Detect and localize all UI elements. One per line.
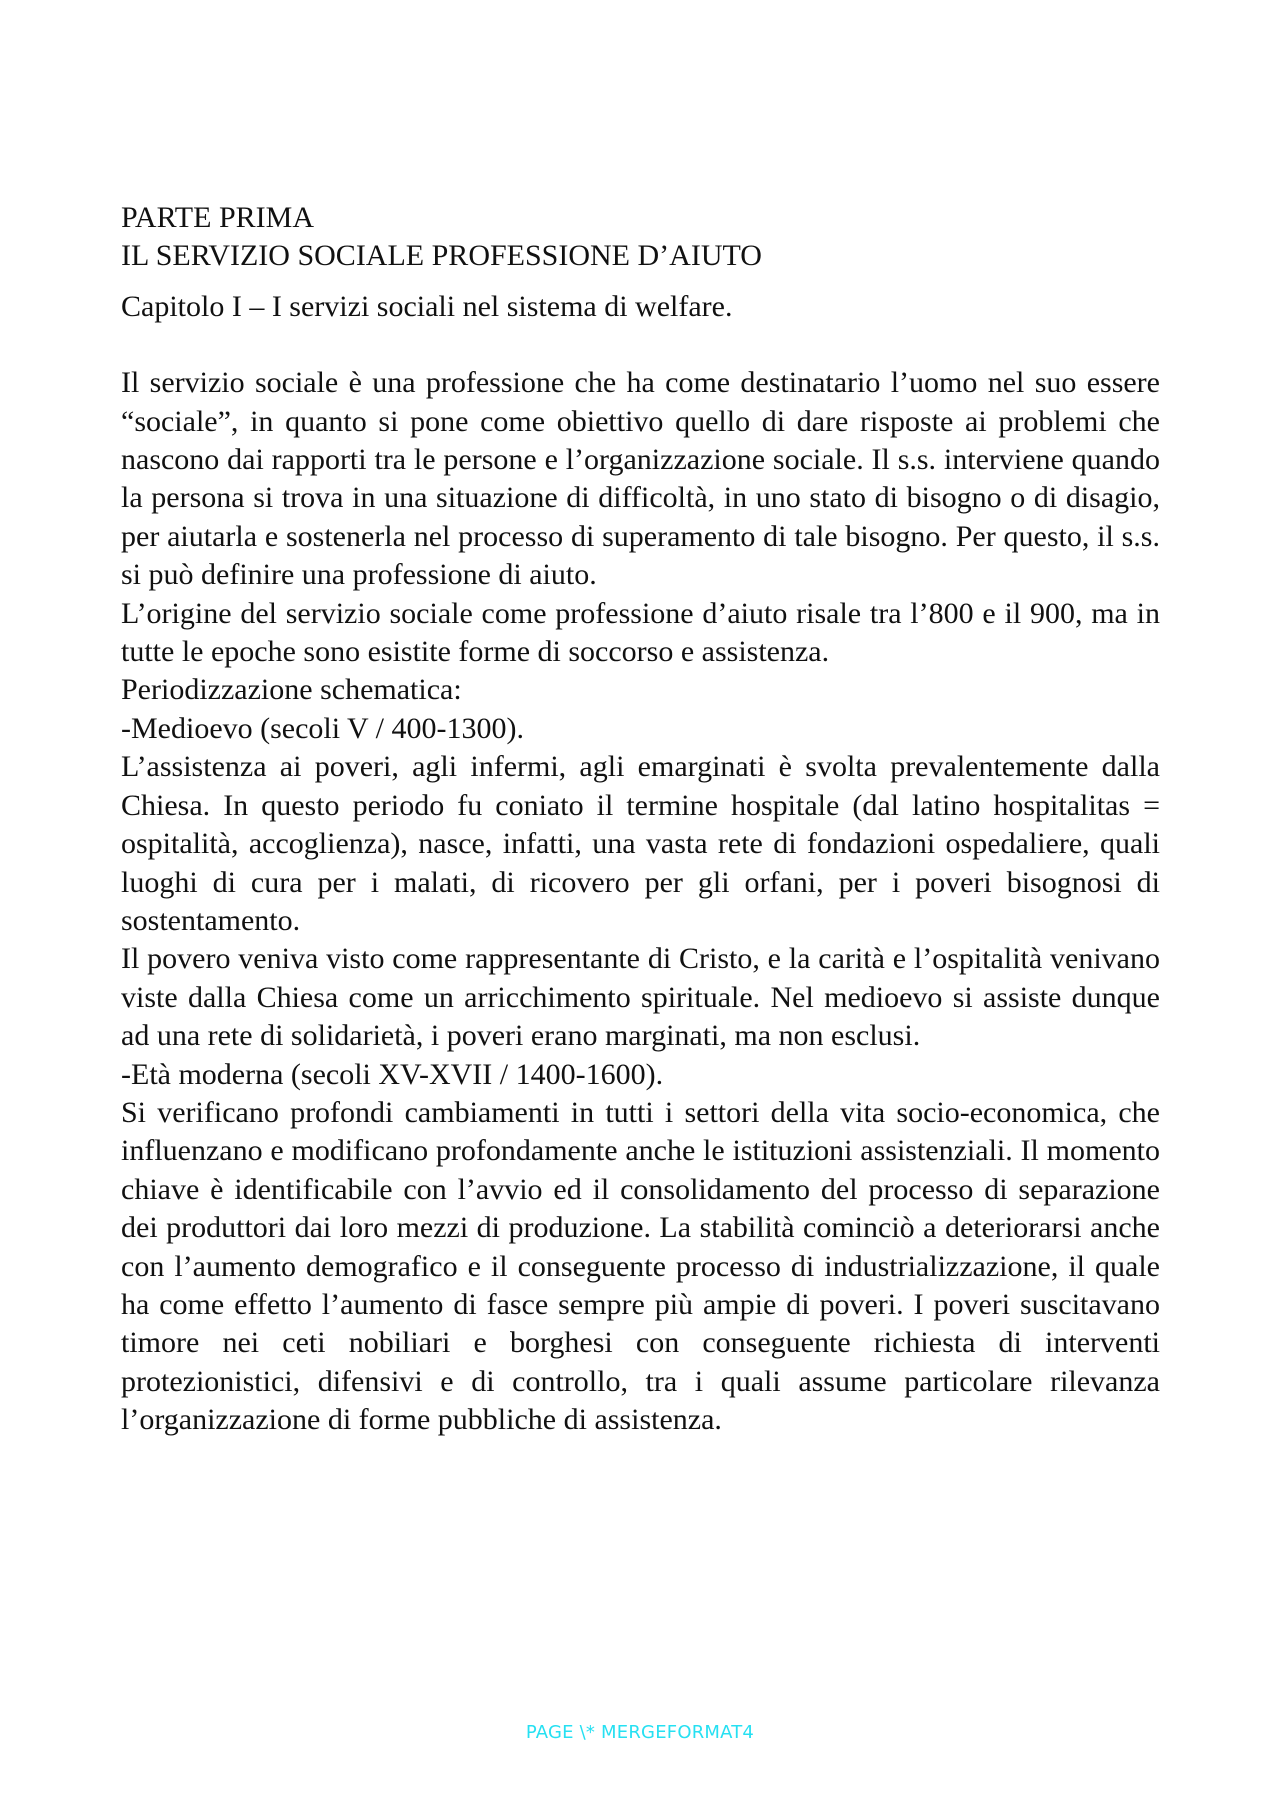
medieval-paragraph-2: Il povero veniva visto come rappresentante di Cristo, e la carità e l’ospitalità venivano viste dalla Chiesa come un arricchimento spirituale. Nel medioevo si assiste dunque ad una rete di solidarietà, i poveri erano marginati, ma non esclusi.	[121, 942, 1160, 1053]
page-footer-field: PAGE \* MERGEFORMAT4	[525, 1722, 755, 1743]
modern-paragraph: Si verificano profondi cambiamenti in tutti i settori della vita socio-economica, che influenzano e modificano profondamente anche le istituzioni assistenziali. Il momento chiave è identificabile con l’avvio ed il consolidamento del processo di separazione dei produttori dai loro mezzi di produzione. La stabilità cominciò a deteriorarsi anche con l’aumento demografico e il conseguente processo di industrializzazione, il quale ha come effetto l’aumento di fasce sempre più ampie di poveri. I poveri suscitavano timore nei ceti nobiliari e borghesi con conseguente richiesta di interventi protezionistici, difensivi e di controllo, tra i quali assume particolare rilevanza l’organizzazione di forme pubbliche di assistenza.	[121, 1095, 1160, 1437]
document-body	[121, 199, 1160, 1440]
modern-heading: -Età moderna (secoli XV-XVII / 1400-1600).	[121, 1057, 664, 1091]
medieval-heading: -Medioevo (secoli V / 400-1300).	[121, 711, 524, 745]
part-subtitle: IL SERVIZIO SOCIALE PROFESSIONE D’AIUTO	[121, 239, 762, 273]
intro-paragraph-2: L’origine del servizio sociale come professione d’aiuto risale tra l’800 e il 900, ma in tutte le epoche sono esistite forme di soccorso e assistenza.	[121, 596, 1160, 669]
medieval-paragraph-1: L’assistenza ai poveri, agli infermi, agli emarginati è svolta prevalentemente dalla Chiesa. In questo periodo fu coniato il termine hospitale (dal latino hospitalitas = ospitalità, accoglienza), nasce, infatti, una vasta rete di fondazioni ospedaliere, quali luoghi di cura per i malati, di ricovero per gli orfani, per i poveri bisognosi di sostentamento.	[121, 750, 1160, 937]
chapter-title: Capitolo I – I servizi sociali nel sistema di welfare.	[121, 289, 733, 323]
intro-paragraph-1: Il servizio sociale è una professione che ha come destinatario l’uomo nel suo essere “sociale”, in quanto si pone come obiettivo quello di dare risposte ai problemi che nascono dai rapporti tra le persone e l’organizzazione sociale. Il s.s. interviene quando la persona si trova in una situazione di difficoltà, in uno stato di bisogno o di disagio, per aiutarla e sostenerla nel processo di superamento di tale bisogno. Per questo, il s.s. si può definire una professione di aiuto.	[121, 366, 1160, 592]
part-title: PARTE PRIMA	[121, 201, 314, 234]
periodization-label: Periodizzazione schematica:	[121, 673, 462, 707]
